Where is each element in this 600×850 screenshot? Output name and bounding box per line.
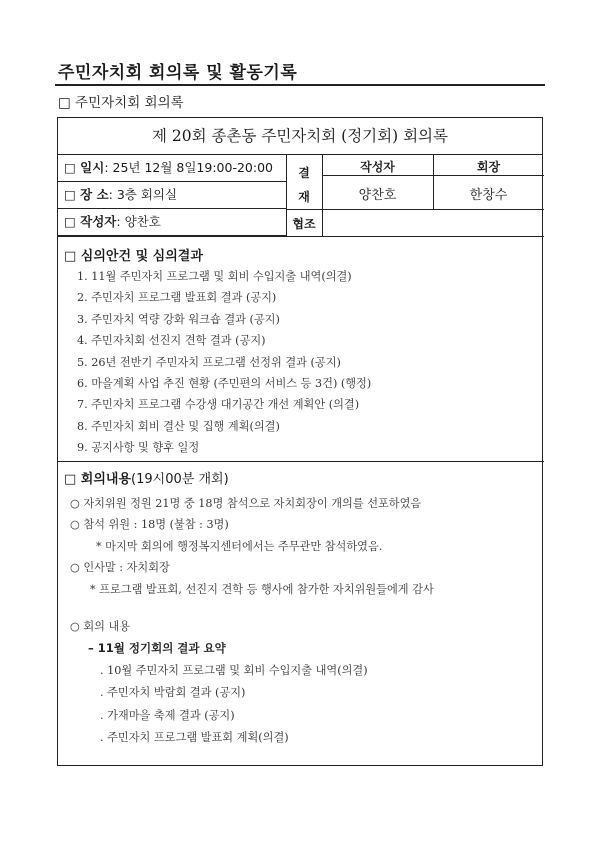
content-note: * 프로그램 발표회, 선진지 견학 등 행사에 참가한 자치위원들에게 감사 — [90, 583, 434, 596]
agenda-item: 6. 마을계획 사업 추진 현황 (주민편의 서비스 등 3건) (행정) — [77, 376, 372, 390]
content-line: ○ 인사말 : 자치회장 — [70, 561, 170, 574]
agenda-item: 7. 주민자치 프로그램 수강생 대기공간 개선 계획안 (의결) — [77, 398, 360, 412]
meeting-title: 제 20회 종촌동 주민자치회 (정기회) 회의록 — [58, 118, 542, 155]
agenda-item: 2. 주민자치 프로그램 발표회 결과 (공지) — [77, 291, 277, 305]
agenda-item: 4. 주민자치회 선진지 견학 결과 (공지) — [77, 334, 266, 348]
content-subitem: . 10월 주민자치 프로그램 및 회비 수입지출 내역(의결) — [100, 664, 368, 677]
section-divider — [58, 461, 544, 462]
grid-line — [322, 175, 544, 176]
content-line: ○ 자치위원 정원 21명 중 18명 참석으로 자치회장이 개의를 선포하였음 — [70, 497, 422, 510]
date-row — [58, 155, 286, 182]
section-heading: □ 주민자치회 회의록 — [58, 95, 184, 111]
approval-label-bottom: 재 — [298, 190, 310, 204]
agenda-heading: □ 심의안건 및 심의결과 — [64, 249, 203, 264]
agenda-item: 5. 26년 전반기 주민자치 프로그램 선정위 결과 (공지) — [77, 355, 341, 369]
minutes-box — [57, 117, 543, 766]
content-subitem: . 주민자치 프로그램 발표회 계획(의결) — [100, 731, 289, 744]
place-row — [58, 182, 286, 209]
content-line: ○ 회의 내용 — [70, 620, 131, 633]
content-note: * 마지막 회의에 행정복지센터에서는 주무관만 참석하였음. — [96, 540, 383, 553]
author-label: □ 작성자 — [64, 214, 117, 229]
content-heading-label: □ 회의내용 — [64, 472, 132, 487]
content-subitem: . 가재마을 축제 결과 (공지) — [100, 709, 235, 722]
agenda-list — [77, 266, 371, 459]
author-value: : 양찬호 — [116, 214, 161, 229]
author-row — [58, 209, 286, 236]
approval-col1-value: 양찬호 — [358, 188, 397, 203]
approval-col2-value: 한창수 — [469, 188, 508, 203]
date-value: : 25년 12월 8일19:00-20:00 — [104, 160, 273, 175]
date-label: □ 일시 — [64, 160, 105, 175]
content-line: ○ 참석 위원 : 18명 (불참 : 3명) — [70, 518, 229, 531]
approval-col2-header: 회장 — [476, 160, 501, 174]
title-divider — [55, 84, 545, 86]
approval-label-top: 결 — [298, 166, 310, 180]
place-label: □ 장 소 — [64, 187, 109, 202]
cooperation-label: 협조 — [292, 217, 316, 231]
place-value: : 3층 회의실 — [108, 187, 178, 202]
agenda-item: 8. 주민자치 회비 결산 및 집행 계획(의결) — [77, 419, 280, 433]
content-heading-time: (19시00분 개회) — [131, 472, 229, 487]
approval-col1-header: 작성자 — [360, 160, 395, 174]
grid-line — [58, 236, 544, 237]
agenda-item: 9. 공지사항 및 향후 일정 — [77, 441, 200, 455]
agenda-item: 3. 주민자치 역량 강화 워크숍 결과 (공지) — [77, 312, 280, 326]
content-subitem: . 주민자치 박람회 결과 (공지) — [100, 686, 246, 699]
grid-line — [286, 209, 544, 210]
document-title: 주민자치회 회의록 및 활동기록 — [58, 63, 298, 83]
agenda-item: 1. 11월 주민자치 프로그램 및 회비 수입지출 내역(의결) — [77, 270, 352, 283]
content-heading — [64, 468, 229, 487]
content-subheading: – 11월 정기회의 결과 요약 — [88, 641, 226, 655]
